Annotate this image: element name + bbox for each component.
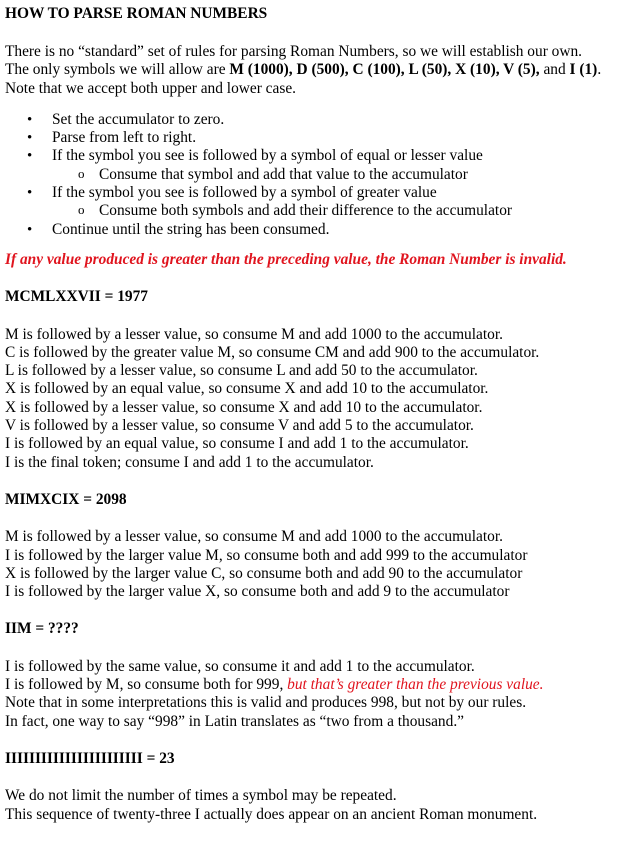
intro-paragraph: [5, 43, 636, 98]
example-line: V is followed by a lesser value, so consume V and add 5 to the accumulator.: [5, 417, 474, 435]
rule-item: [52, 111, 636, 129]
example-line: [5, 676, 636, 694]
example-line: We do not limit the number of times a symbol may be repeated.: [5, 787, 397, 805]
example-line: M is followed by a lesser value, so consume M and add 1000 to the accumulator.: [5, 325, 503, 343]
example-line: X is followed by the larger value C, so consume both and add 90 to the accumulator: [5, 564, 523, 582]
last-symbol: I (1): [569, 61, 598, 79]
rule-sublist: [52, 202, 636, 220]
example-line: I is followed by the same value, so consume it and add 1 to the accumulator.: [5, 657, 475, 675]
example-line: This sequence of twenty-three I actually does appear on an ancient Roman monument.: [5, 805, 538, 823]
example-3-title: IIM = ????: [5, 620, 79, 638]
intro-period: .: [597, 61, 602, 79]
rule-text-5: Continue until the string has been consumed.: [52, 220, 330, 238]
example-line: X is followed by an equal value, so consume X and add 10 to the accumulator.: [5, 380, 489, 398]
rule-text-1: Set the accumulator to zero.: [52, 110, 225, 128]
document-title: HOW TO PARSE ROMAN NUMBERS: [5, 5, 268, 22]
example-2-title: MIMXCIX = 2098: [5, 490, 127, 508]
rule-item: [52, 184, 636, 221]
example-line: I is the final token; consume I and add 1 to the accumulator.: [5, 453, 374, 471]
rule-item: [52, 221, 636, 239]
rule-text-2: Parse from left to right.: [52, 129, 197, 147]
rule-subtext-4: Consume both symbols and add their difference to the accumulator: [99, 202, 513, 220]
example-line: I is followed by the larger value X, so consume both and add 9 to the accumulator: [5, 583, 510, 601]
rules-list: [5, 111, 636, 239]
example-line: X is followed by a lesser value, so consume X and add 10 to the accumulator.: [5, 398, 483, 416]
example-4-title: IIIIIIIIIIIIIIIIIIIIIII = 23: [5, 749, 175, 767]
example-line: C is followed by the greater value M, so consume CM and add 900 to the accumulator.: [5, 343, 540, 361]
example-4-steps: [5, 787, 636, 824]
rule-subtext-3: Consume that symbol and add that value to the accumulator: [99, 165, 468, 183]
example-2-steps: [5, 528, 636, 601]
example-line: I is followed by the larger value M, so consume both and add 999 to the accumulator: [5, 546, 528, 564]
rule-text-4: If the symbol you see is followed by a symbol of greater value: [52, 184, 437, 202]
example-3-steps: [5, 658, 636, 731]
example-line: L is followed by a lesser value, so consume L and add 50 to the accumulator.: [5, 362, 478, 380]
invalid-warning: If any value produced is greater than the preceding value, the Roman Number is invalid.: [5, 250, 567, 268]
rule-item: [52, 147, 636, 184]
intro-line-2: [5, 61, 636, 79]
example-3-red-note: but that’s greater than the previous value.: [287, 676, 544, 694]
rule-subitem: [99, 202, 636, 220]
example-line: In fact, one way to say “998” in Latin translates as “two from a thousand.”: [5, 712, 465, 730]
intro-and-word: and: [539, 61, 570, 79]
intro-line-3: Note that we accept both upper and lower case.: [5, 79, 297, 97]
rule-sublist: [52, 166, 636, 184]
intro-line-2-prefix: The only symbols we will allow are: [5, 61, 230, 79]
example-1-steps: [5, 326, 636, 472]
example-line: M is followed by a lesser value, so consume M and add 1000 to the accumulator.: [5, 528, 503, 546]
rule-item: [52, 129, 636, 147]
allowed-symbols: M (1000), D (500), C (100), L (50), X (10), V (5),: [229, 61, 540, 79]
example-line: Note that in some interpretations this is valid and produces 998, but not by our rules.: [5, 694, 527, 712]
rule-text-3: If the symbol you see is followed by a symbol of equal or lesser value: [52, 147, 483, 165]
example-line: I is followed by an equal value, so consume I and add 1 to the accumulator.: [5, 435, 469, 453]
rule-subitem: [99, 166, 636, 184]
example-1-title: MCMLXXVII = 1977: [5, 288, 149, 306]
example-3-line-2-prefix: I is followed by M, so consume both for 999,: [5, 676, 288, 694]
intro-line-1: There is no “standard” set of rules for parsing Roman Numbers, so we will establish our own.: [5, 43, 583, 60]
